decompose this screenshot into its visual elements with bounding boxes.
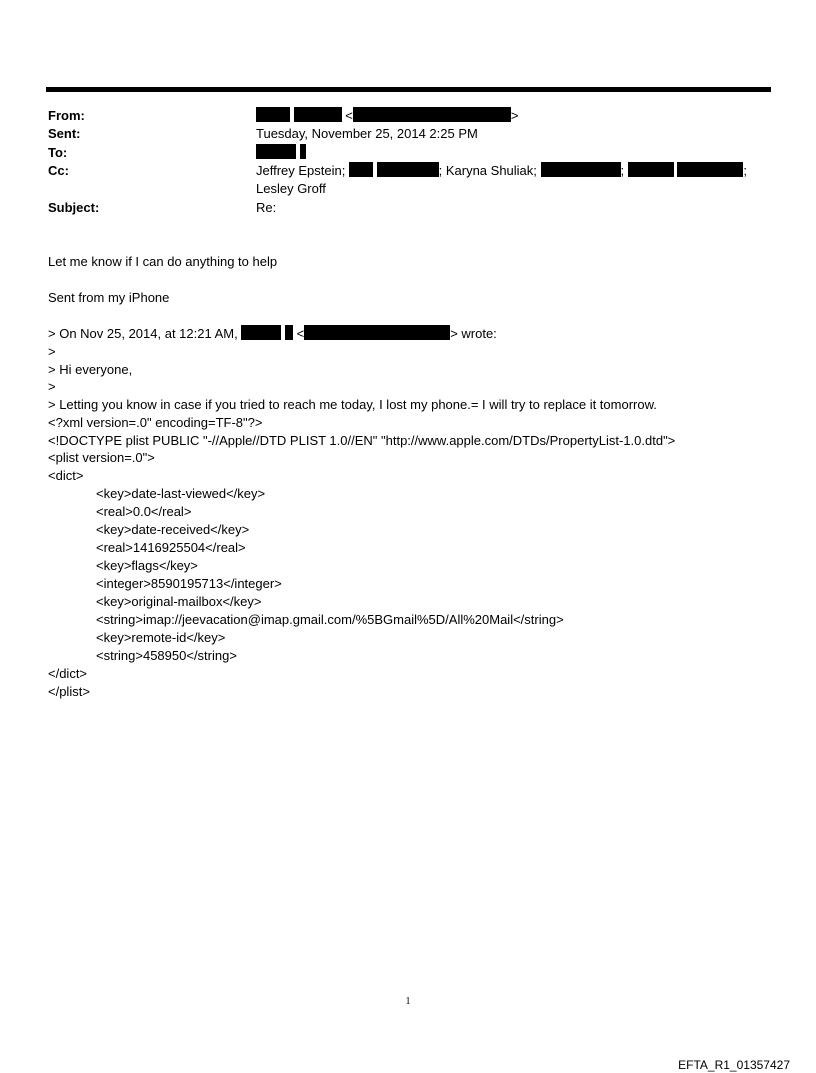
from-label: From: xyxy=(48,108,85,123)
redaction-box xyxy=(353,107,511,122)
quote-header-text: > On Nov 25, 2014, at 12:21 AM, xyxy=(48,326,238,341)
from-email-open: < xyxy=(345,108,353,123)
cc-separator: ; xyxy=(743,163,748,178)
xml-line: <key>flags</key> xyxy=(96,558,198,573)
cc-separator: ; xyxy=(620,163,625,178)
quote-line: > Letting you know in case if you tried to reach me today, I lost my phone.= I will try to replace it tomorrow. xyxy=(48,397,657,412)
document-id: EFTA_R1_01357427 xyxy=(678,1058,790,1072)
page-number: 1 xyxy=(405,996,411,1007)
quote-header xyxy=(48,325,497,342)
xml-line: <?xml version=.0" encoding=TF-8"?> xyxy=(48,415,263,430)
xml-line: <string>imap://jeevacation@imap.gmail.com/%5BGmail%5D/All%20Mail</string> xyxy=(96,612,564,627)
xml-line: <string>458950</string> xyxy=(96,648,237,663)
redaction-box xyxy=(241,325,281,340)
redaction-box xyxy=(300,144,306,159)
xml-line: <plist version=.0"> xyxy=(48,450,155,465)
xml-line: </dict> xyxy=(48,666,88,681)
quote-email-close: > wrote: xyxy=(450,326,497,341)
cc-label: Cc: xyxy=(48,163,69,178)
quote-email-open: < xyxy=(296,326,305,341)
cc-value-line2: Lesley Groff xyxy=(256,181,326,196)
xml-line: <real>1416925504</real> xyxy=(96,540,246,555)
redaction-box xyxy=(256,107,290,122)
subject-value: Re: xyxy=(256,200,277,215)
to-label: To: xyxy=(48,145,68,160)
cc-recipient: ; Karyna Shuliak; xyxy=(438,163,537,178)
xml-line: <key>date-last-viewed</key> xyxy=(96,486,266,501)
xml-line: <key>original-mailbox</key> xyxy=(96,594,262,609)
header-rule xyxy=(46,87,771,92)
redaction-box xyxy=(541,162,621,177)
xml-line: <key>remote-id</key> xyxy=(96,630,226,645)
redaction-box xyxy=(628,162,674,177)
subject-label: Subject: xyxy=(48,200,100,215)
sent-value: Tuesday, November 25, 2014 2:25 PM xyxy=(256,126,478,141)
quote-line: > Hi everyone, xyxy=(48,362,133,377)
redaction-box xyxy=(677,162,743,177)
xml-line: <integer>8590195713</integer> xyxy=(96,576,282,591)
xml-line: <!DOCTYPE plist PUBLIC "-//Apple//DTD PLIST 1.0//EN" "http://www.apple.com/DTDs/PropertyList-1.0.dtd"> xyxy=(48,433,676,448)
cc-value xyxy=(256,162,747,180)
redaction-box xyxy=(294,107,342,122)
xml-line: <key>date-received</key> xyxy=(96,522,250,537)
body-line: Sent from my iPhone xyxy=(48,290,170,305)
to-value xyxy=(256,144,306,162)
body-line: Let me know if I can do anything to help xyxy=(48,254,278,269)
xml-line: <real>0.0</real> xyxy=(96,504,192,519)
cc-recipient: Jeffrey Epstein; xyxy=(256,163,346,178)
from-value xyxy=(256,107,518,125)
redaction-box xyxy=(349,162,373,177)
xml-line: </plist> xyxy=(48,684,90,699)
redaction-box xyxy=(256,144,296,159)
redaction-box xyxy=(377,162,439,177)
from-email-close: > xyxy=(510,108,519,123)
quote-line: > xyxy=(48,344,56,359)
redaction-box xyxy=(304,325,450,340)
redaction-box xyxy=(285,325,293,340)
xml-line: <dict> xyxy=(48,468,84,483)
sent-label: Sent: xyxy=(48,126,81,141)
quote-line: > xyxy=(48,379,56,394)
